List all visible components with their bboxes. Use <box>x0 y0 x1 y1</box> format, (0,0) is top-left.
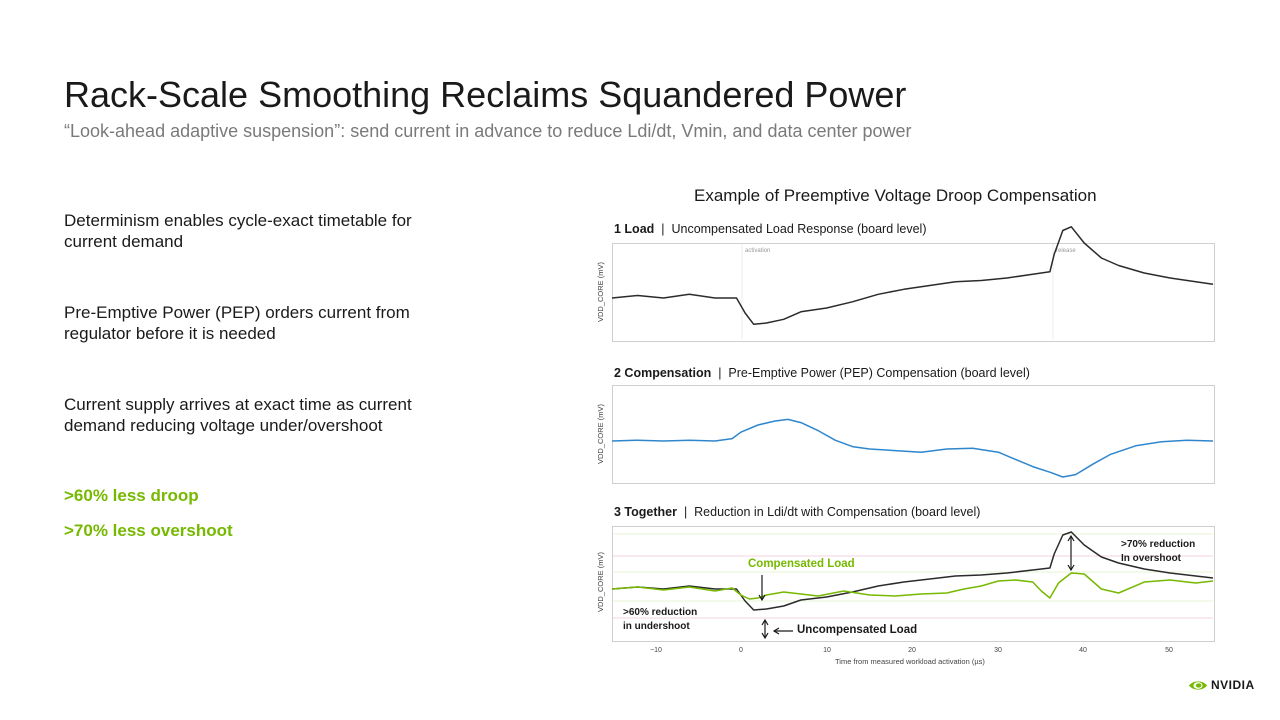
panel-1-marker-release: release <box>1056 248 1076 254</box>
slide-title: Rack-Scale Smoothing Reclaims Squandered Power <box>64 74 907 115</box>
uncompensated-load-label: Uncompensated Load <box>797 624 918 636</box>
compensated-load-label: Compensated Load <box>748 558 855 570</box>
bullet-current-supply: Current supply arrives at exact time as current demand reducing voltage under/overshoot <box>64 395 412 435</box>
x-tick-label: 10 <box>823 647 831 654</box>
x-tick-label: 40 <box>1079 647 1087 654</box>
highlight-overshoot: >70% less overshoot <box>64 521 233 540</box>
nvidia-eye-icon <box>1188 679 1208 692</box>
x-tick-label: 0 <box>739 647 743 654</box>
uncompensated-response-line <box>612 227 1213 324</box>
overshoot-annotation-line2: In overshoot <box>1121 553 1182 564</box>
panel-1-desc: Uncompensated Load Response (board level) <box>671 222 927 236</box>
highlight-droop: >60% less droop <box>64 486 199 505</box>
figure-title: Example of Preemptive Voltage Droop Compensation <box>694 186 1097 205</box>
panel-2-ylabel: VDD_CORE (mV) <box>596 403 605 464</box>
panel-1-marker-activation: activation <box>745 248 771 254</box>
pep-compensation-line <box>612 419 1213 477</box>
x-tick-label: −10 <box>650 647 662 654</box>
panel-1-separator: | <box>657 222 668 236</box>
panel-3-desc: Reduction in Ldi/dt with Compensation (board level) <box>694 505 981 519</box>
panel-3-number: 3 Together <box>614 505 677 519</box>
overshoot-annotation <box>1121 538 1195 566</box>
bullet-determinism: Determinism enables cycle-exact timetable for current demand <box>64 211 412 251</box>
panel-3-separator: | <box>680 505 691 519</box>
x-tick-label: 20 <box>908 647 916 654</box>
x-axis-label: Time from measured workload activation (µs) <box>835 657 985 666</box>
nvidia-logo <box>1188 678 1255 692</box>
panel-2-separator: | <box>714 366 725 380</box>
panel-3-ylabel: VDD_CORE (mV) <box>596 551 605 612</box>
overshoot-annotation-line1: >70% reduction <box>1121 539 1196 550</box>
undershoot-annotation <box>623 606 697 634</box>
bullet-pep: Pre-Emptive Power (PEP) orders current from regulator before it is needed <box>64 303 410 343</box>
undershoot-annotation-line2: in undershoot <box>623 621 690 632</box>
x-tick-label: 50 <box>1165 647 1173 654</box>
undershoot-annotation-line1: >60% reduction <box>623 607 698 618</box>
compensated-load-line <box>612 573 1213 599</box>
panel-1-ylabel: VDD_CORE (mV) <box>596 261 605 322</box>
panel-1-number: 1 Load <box>614 222 655 236</box>
panel-2-desc: Pre-Emptive Power (PEP) Compensation (board level) <box>728 366 1030 380</box>
x-tick-label: 30 <box>994 647 1002 654</box>
slide-subtitle: “Look-ahead adaptive suspension”: send current in advance to reduce Ldi/dt, Vmin, and data center power <box>64 121 912 141</box>
nvidia-wordmark: NVIDIA <box>1211 678 1255 692</box>
panel-2-number: 2 Compensation <box>614 366 712 380</box>
